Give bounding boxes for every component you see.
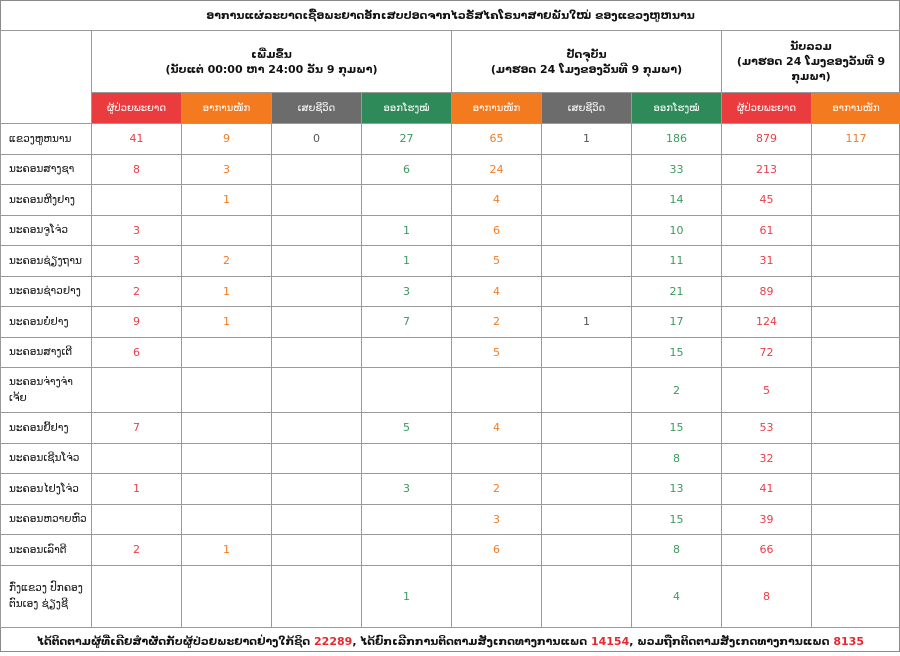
- cell-new-discharged: [362, 368, 452, 413]
- cell-new-deaths: [272, 535, 362, 566]
- group-header-current-title: ປັດຈຸບັນ: [452, 47, 721, 62]
- cell-total-cases: 41: [722, 474, 812, 505]
- footer-text-3: , ພວມຖືກຕິດຕາມສັງເກດທາງການແພດ: [629, 635, 833, 648]
- cell-new-deaths: [272, 504, 362, 535]
- cell-current-discharged: 15: [632, 337, 722, 368]
- cell-new-severe: [182, 504, 272, 535]
- table-row: [1, 474, 900, 505]
- cell-new-deaths: [272, 337, 362, 368]
- cell-new-cases: 7: [92, 413, 182, 444]
- cell-current-deaths: [542, 368, 632, 413]
- row-label: ແຂວງຫູຫນານ: [1, 124, 92, 155]
- row-label: ນະຄອນຊ່າວຢາງ: [1, 276, 92, 307]
- cell-total-cases: 124: [722, 307, 812, 338]
- cell-total-cases: 31: [722, 246, 812, 277]
- cell-total-cases: 879: [722, 124, 812, 155]
- cell-new-discharged: [362, 337, 452, 368]
- cell-new-cases: 1: [92, 474, 182, 505]
- column-header-new-severe: ອາການໜັກ: [182, 93, 272, 124]
- cell-current-discharged: 8: [632, 443, 722, 474]
- cell-current-severe: 6: [452, 535, 542, 566]
- cell-total-cases: 45: [722, 185, 812, 216]
- row-label: ນະຄອນຍໍ່ຢາງ: [1, 307, 92, 338]
- corner-cell: [1, 31, 92, 124]
- cell-new-deaths: [272, 474, 362, 505]
- cell-new-severe: 3: [182, 154, 272, 185]
- cell-current-discharged: 33: [632, 154, 722, 185]
- group-header-total-subtitle: (ມາຮອດ 24 ໂມງຂອງວັນທີ 9 ກຸມພາ): [722, 54, 900, 84]
- row-label: ນະຄອນຫີງຢາງ: [1, 185, 92, 216]
- cell-new-deaths: [272, 368, 362, 413]
- row-label: ນະຄອນສາງເຕີ: [1, 337, 92, 368]
- cell-current-deaths: [542, 565, 632, 627]
- cell-new-severe: [182, 337, 272, 368]
- cell-new-severe: 1: [182, 535, 272, 566]
- cell-current-severe: 65: [452, 124, 542, 155]
- cell-new-cases: 2: [92, 276, 182, 307]
- cell-new-cases: 6: [92, 337, 182, 368]
- cell-current-deaths: [542, 443, 632, 474]
- cell-new-cases: [92, 565, 182, 627]
- cell-current-discharged: 4: [632, 565, 722, 627]
- cell-new-discharged: [362, 443, 452, 474]
- cell-current-deaths: [542, 185, 632, 216]
- group-header-new-title: ເພີ່ມຂຶ້ນ: [92, 47, 451, 62]
- cell-total-severe: [812, 185, 900, 216]
- table-row: [1, 185, 900, 216]
- cell-current-discharged: 2: [632, 368, 722, 413]
- footer-released-count: 14154: [591, 635, 629, 648]
- cell-current-severe: 24: [452, 154, 542, 185]
- cell-current-severe: 5: [452, 246, 542, 277]
- footer-text-2: , ໄດ້ຍົກເລີກການຕິດຕາມສັງເກດທາງການແພດ: [352, 635, 591, 648]
- footer-summary: [1, 627, 900, 656]
- group-header-new: [92, 31, 452, 93]
- cell-current-deaths: [542, 246, 632, 277]
- cell-total-severe: [812, 474, 900, 505]
- cell-total-severe: [812, 307, 900, 338]
- table-row: [1, 154, 900, 185]
- row-label: ນະຄອນຈ່າງຈ່າ ເຈ້ຍ: [1, 368, 92, 413]
- cell-current-severe: 2: [452, 474, 542, 505]
- cell-total-severe: [812, 535, 900, 566]
- cell-current-discharged: 8: [632, 535, 722, 566]
- cell-new-severe: 1: [182, 276, 272, 307]
- cell-current-severe: 2: [452, 307, 542, 338]
- cell-current-deaths: 1: [542, 307, 632, 338]
- cell-new-cases: 2: [92, 535, 182, 566]
- footer-close-contacts-count: 22289: [314, 635, 352, 648]
- cell-total-cases: 53: [722, 413, 812, 444]
- table-row: [1, 276, 900, 307]
- cell-total-cases: 5: [722, 368, 812, 413]
- cell-current-discharged: 21: [632, 276, 722, 307]
- cell-current-deaths: [542, 276, 632, 307]
- cell-total-cases: 66: [722, 535, 812, 566]
- cell-new-cases: 41: [92, 124, 182, 155]
- group-header-current: [452, 31, 722, 93]
- row-label: ນະຄອນເຊີນໂຈ່ວ: [1, 443, 92, 474]
- cell-new-discharged: 1: [362, 246, 452, 277]
- cell-new-deaths: 0: [272, 124, 362, 155]
- cell-current-deaths: [542, 337, 632, 368]
- group-header-total: [722, 31, 900, 93]
- cell-new-severe: [182, 443, 272, 474]
- cell-current-deaths: [542, 535, 632, 566]
- row-label: ນະຄອນຈູໂຈ່ວ: [1, 215, 92, 246]
- column-header-new-discharged: ອອກໂຮງໝໍ: [362, 93, 452, 124]
- cell-new-discharged: 1: [362, 215, 452, 246]
- cell-current-severe: 4: [452, 413, 542, 444]
- cell-new-deaths: [272, 565, 362, 627]
- group-header-total-title: ນັບລວມ: [722, 39, 900, 54]
- cell-current-discharged: 11: [632, 246, 722, 277]
- table-row: [1, 565, 900, 627]
- cell-new-cases: [92, 504, 182, 535]
- cell-current-deaths: [542, 154, 632, 185]
- cell-current-severe: [452, 565, 542, 627]
- cell-new-deaths: [272, 185, 362, 216]
- cell-total-cases: 8: [722, 565, 812, 627]
- cell-current-discharged: 14: [632, 185, 722, 216]
- cell-total-severe: [812, 368, 900, 413]
- group-header-new-subtitle: (ນັບແຕ່ 00:00 ຫາ 24:00 ວັນ 9 ກຸມພາ): [92, 62, 451, 77]
- cell-new-deaths: [272, 413, 362, 444]
- cell-new-cases: [92, 443, 182, 474]
- cell-total-severe: [812, 154, 900, 185]
- cell-new-deaths: [272, 215, 362, 246]
- column-header-new-deaths: ເສຍຊີວິດ: [272, 93, 362, 124]
- cell-new-discharged: [362, 185, 452, 216]
- cell-total-severe: [812, 443, 900, 474]
- cell-current-deaths: [542, 215, 632, 246]
- cell-new-discharged: [362, 535, 452, 566]
- cell-current-discharged: 186: [632, 124, 722, 155]
- cell-current-severe: [452, 368, 542, 413]
- table-row: [1, 246, 900, 277]
- footer-text-1: ໄດ້ຕິດຕາມຜູ້ທີ່ເຄີຍສໍາຜັດກັບຜູ້ປ່ວຍພະຍາດຢ່າງໃກ້ຊິດ: [37, 635, 314, 648]
- cell-new-severe: [182, 413, 272, 444]
- cell-new-cases: 3: [92, 246, 182, 277]
- column-header-new-cases: ຜູ້ປ່ວຍພະຍາດ: [92, 93, 182, 124]
- cell-new-discharged: 5: [362, 413, 452, 444]
- row-label: ນະຄອນເລົາຕີ: [1, 535, 92, 566]
- cell-new-deaths: [272, 443, 362, 474]
- cell-current-severe: 4: [452, 185, 542, 216]
- cell-current-severe: 4: [452, 276, 542, 307]
- table-row: [1, 307, 900, 338]
- cell-current-severe: 5: [452, 337, 542, 368]
- cell-current-discharged: 10: [632, 215, 722, 246]
- table-row: [1, 413, 900, 444]
- table-row: [1, 368, 900, 413]
- row-label: ນະຄອນຫວາຍຫົວ: [1, 504, 92, 535]
- cell-total-cases: 39: [722, 504, 812, 535]
- column-header-current-severe: ອາການໜັກ: [452, 93, 542, 124]
- cell-new-deaths: [272, 307, 362, 338]
- cell-current-discharged: 17: [632, 307, 722, 338]
- row-label: ນະຄອນຊ່ຽງຖານ: [1, 246, 92, 277]
- cell-total-severe: [812, 413, 900, 444]
- table-row: [1, 215, 900, 246]
- cell-new-deaths: [272, 276, 362, 307]
- cell-current-discharged: 13: [632, 474, 722, 505]
- table-row: [1, 443, 900, 474]
- cell-new-deaths: [272, 246, 362, 277]
- cell-current-discharged: 15: [632, 413, 722, 444]
- cell-current-deaths: 1: [542, 124, 632, 155]
- cell-total-severe: [812, 504, 900, 535]
- cell-total-severe: [812, 246, 900, 277]
- cell-new-discharged: 1: [362, 565, 452, 627]
- column-header-total-cases: ຜູ້ປ່ວຍພະຍາດ: [722, 93, 812, 124]
- cell-new-discharged: 6: [362, 154, 452, 185]
- table-row: [1, 535, 900, 566]
- cell-total-severe: [812, 276, 900, 307]
- cell-new-deaths: [272, 154, 362, 185]
- cell-total-cases: 89: [722, 276, 812, 307]
- cell-new-severe: 9: [182, 124, 272, 155]
- cell-new-discharged: 27: [362, 124, 452, 155]
- cell-current-deaths: [542, 413, 632, 444]
- cell-new-severe: 1: [182, 185, 272, 216]
- cell-new-discharged: [362, 504, 452, 535]
- cell-total-cases: 32: [722, 443, 812, 474]
- cell-new-cases: 3: [92, 215, 182, 246]
- cell-new-severe: [182, 565, 272, 627]
- row-label: ນະຄອນໄຢງໂຈ່ວ: [1, 474, 92, 505]
- cell-new-cases: 8: [92, 154, 182, 185]
- cell-new-severe: 1: [182, 307, 272, 338]
- cell-current-deaths: [542, 474, 632, 505]
- cell-new-severe: 2: [182, 246, 272, 277]
- cell-new-discharged: 7: [362, 307, 452, 338]
- cell-total-severe: 117: [812, 124, 900, 155]
- cell-new-severe: [182, 215, 272, 246]
- table-title: ອາການແຜ່ລະບາດເຊື້ອພະຍາດອັກເສບປອດຈາກໄວຣັສໄຄໂຣນາສາຍພັນໃໝ່ ຂອງແຂວງຫູຫນານ: [1, 0, 900, 31]
- table-row: [1, 504, 900, 535]
- cell-total-cases: 61: [722, 215, 812, 246]
- column-header-current-discharged: ອອກໂຮງໝໍ: [632, 93, 722, 124]
- cell-total-cases: 213: [722, 154, 812, 185]
- column-header-total-severe: ອາການໜັກ: [812, 93, 900, 124]
- cell-new-severe: [182, 368, 272, 413]
- table-row: [1, 124, 900, 155]
- row-label: ກົ່ງແຂວງ ປົກຄອງຕົນເອງ ຊ່ຽງຊີ: [1, 565, 92, 627]
- row-label: ນະຄອນສາງຊາ: [1, 154, 92, 185]
- cell-current-severe: [452, 443, 542, 474]
- cell-current-deaths: [542, 504, 632, 535]
- row-label: ນະຄອນຍີ້ຢາງ: [1, 413, 92, 444]
- cell-new-discharged: 3: [362, 276, 452, 307]
- cell-total-cases: 72: [722, 337, 812, 368]
- column-header-current-deaths: ເສຍຊີວິດ: [542, 93, 632, 124]
- cell-new-severe: [182, 474, 272, 505]
- group-header-current-subtitle: (ມາຮອດ 24 ໂມງຂອງວັນທີ 9 ກຸມພາ): [452, 62, 721, 77]
- cell-current-severe: 3: [452, 504, 542, 535]
- cell-new-cases: 9: [92, 307, 182, 338]
- cell-new-cases: [92, 185, 182, 216]
- cell-total-severe: [812, 565, 900, 627]
- table-row: [1, 337, 900, 368]
- cell-new-cases: [92, 368, 182, 413]
- cell-current-severe: 6: [452, 215, 542, 246]
- cell-total-severe: [812, 337, 900, 368]
- footer-under-observation-count: 8135: [833, 635, 864, 648]
- cell-new-discharged: 3: [362, 474, 452, 505]
- cell-total-severe: [812, 215, 900, 246]
- cell-current-discharged: 15: [632, 504, 722, 535]
